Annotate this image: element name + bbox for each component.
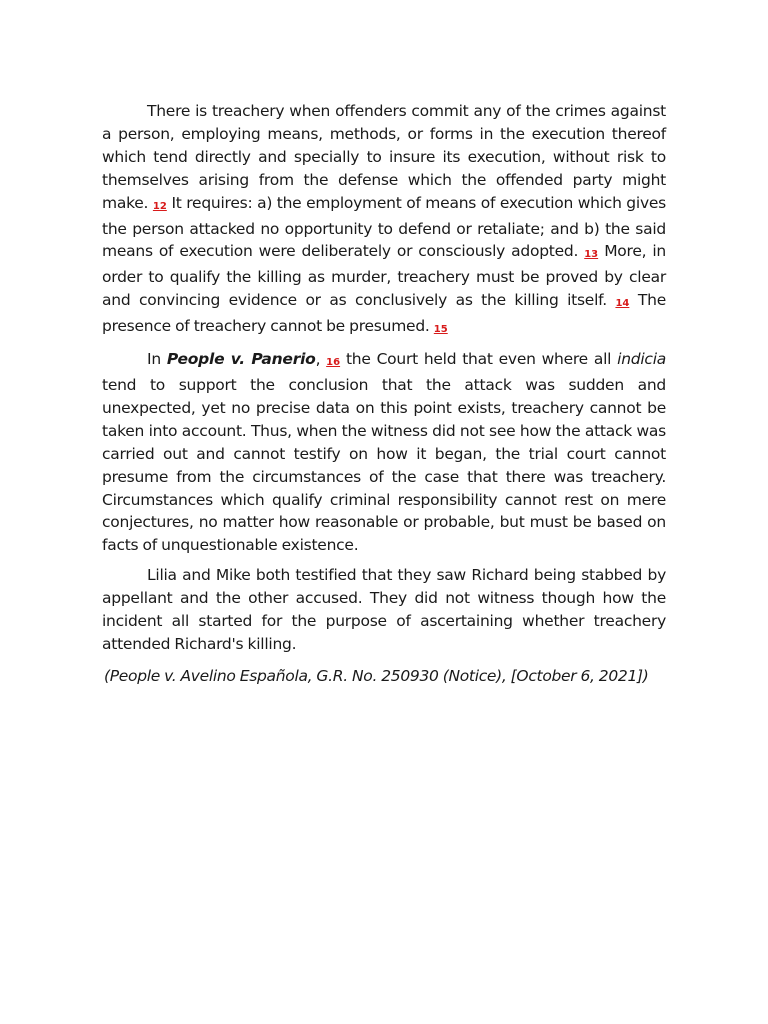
- paragraph-text: tend to support the conclusion that the attack was sudden and unexpected, yet no precise data on this point exists, treachery cannot be taken into account. Thus, when the witness did not see how the attack was carried out and cannot testify on how it began, the trial court cannot presume from the circumstances of the case that there was treachery. Circumstances which qualify criminal responsibility cannot rest on mere conjectures, no matter how reasonable or probable, but must be based on facts of unquestionable existence.: [102, 375, 666, 555]
- footnote-link-16[interactable]: 16: [326, 357, 341, 369]
- paragraph-text: In: [147, 350, 161, 369]
- case-name: People v. Panerio: [166, 350, 316, 369]
- footnote-link-15[interactable]: 15: [433, 324, 448, 336]
- footnote-link-14[interactable]: 14: [615, 298, 630, 310]
- paragraph-text: There is treachery when offenders commit any of the crimes against a person, employing means, methods, or forms in the execution thereof which tend directly and specially to insure its execution, without risk to themselves arising from the defense which the offended party might make.: [102, 102, 666, 212]
- paragraph-text: More, in order to qualify the killing as murder, treachery must be proved by clear and convincing evidence or as conclusively as the killing itself.: [102, 242, 666, 310]
- paragraph-treachery-definition: [102, 100, 666, 341]
- document-page: [102, 100, 666, 688]
- paragraph-text: It requires: a) the employment of means of execution which gives the person attacked no opportunity to defend or retaliate; and b) the said means of execution were deliberately or consciously adopted.: [102, 193, 666, 261]
- case-citation: (People v. Avelino Española, G.R. No. 250930 (Notice), [October 6, 2021]): [104, 666, 649, 685]
- footnote-link-12[interactable]: 12: [152, 200, 167, 212]
- indicia-term: indicia: [617, 350, 666, 369]
- paragraph-text: the Court held that even where all: [345, 350, 612, 369]
- paragraph-text: Lilia and Mike both testified that they saw Richard being stabbed by appellant and the other accused. They did not witness though how the incident all started for the purpose of ascertaining whether treachery attended Richard's killing.: [102, 566, 666, 653]
- footnote-link-13[interactable]: 13: [584, 249, 599, 261]
- paragraph-testimony: [102, 564, 666, 656]
- paragraph-panerio: In People v. Panerio, 16 the Court held that even where all indicia tend to support the conclusion that the attack was sudden and unexpected, yet no precise data on this point exists, treachery cannot be taken into account. Thus, when the witness did not see how the attack was carried out and cannot testify on how it began, the trial court cannot presume from the circumstances of the case that there was treachery. Circumstances which qualify criminal responsibility cannot rest on mere conjectures, no matter how reasonable or probable, but must be based on facts of unquestionable existence.: [102, 350, 666, 555]
- paragraph-text: The presence of treachery cannot be presumed.: [102, 291, 666, 336]
